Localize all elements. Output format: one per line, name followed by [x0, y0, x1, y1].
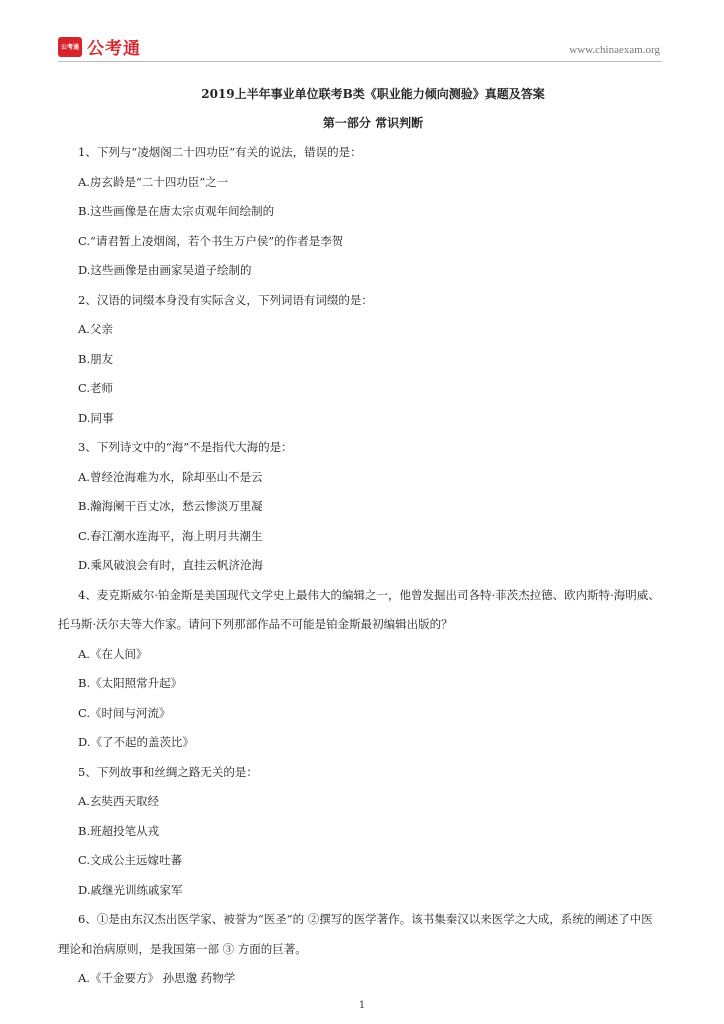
- option-1d: D.这些画像是由画家吴道子绘制的: [78, 263, 252, 277]
- question-6: 6、①是由东汉杰出医学家、被誉为“医圣”的 ②撰写的医学著作。该书集秦汉以来医学之大成，系统的阐述了中医理论和治病原则，是我国第一部 ③ 方面的巨著。: [58, 912, 653, 956]
- option-4d: D.《了不起的盖茨比》: [78, 735, 194, 749]
- option-5a: A.玄奘西天取经: [78, 794, 159, 808]
- option-2a: A.父亲: [78, 322, 113, 336]
- question-4: 4、麦克斯威尔·铂金斯是美国现代文学史上最伟大的编辑之一，他曾发掘出司各特·菲茨杰拉德、欧内斯特·海明威、托马斯·沃尔夫等大作家。请问下列那部作品不可能是铂金斯最初编辑出版的？: [58, 587, 660, 631]
- section-title: 第一部分 常识判断: [322, 116, 424, 130]
- option-3b: B.瀚海阑干百丈冰，愁云惨淡万里凝: [78, 499, 263, 513]
- document-title: 2019上半年事业单位联考B类《职业能力倾向测验》真题及答案: [201, 87, 545, 101]
- logo-badge: 公考通: [58, 37, 82, 57]
- option-5d: D.戚继光训练戚家军: [78, 882, 183, 897]
- question-1: 1、下列与“凌烟阁二十四功臣”有关的说法，错误的是：: [78, 145, 362, 159]
- logo-text: 公考通: [87, 39, 141, 59]
- option-2b: B.朋友: [78, 351, 114, 366]
- option-3d: D.乘风破浪会有时，直挂云帆济沧海: [78, 558, 263, 572]
- option-2d: D.同事: [78, 410, 114, 425]
- header-divider: [58, 61, 662, 62]
- logo: [58, 34, 141, 59]
- document-body: [58, 80, 668, 994]
- option-4b: B.《太阳照常升起》: [78, 676, 183, 690]
- site-url[interactable]: www.chinaexam.org: [569, 44, 660, 56]
- option-1c: C.“请君暂上凌烟阁，若个书生万户侯”的作者是李贺: [78, 233, 344, 248]
- page-number: 1: [358, 1000, 366, 1011]
- option-1a: A.房玄龄是“二十四功臣”之一: [78, 174, 229, 189]
- option-1b: B.这些画像是在唐太宗贞观年间绘制的: [78, 204, 275, 218]
- option-4c: C.《时间与河流》: [78, 705, 171, 720]
- page-header: [0, 0, 724, 70]
- option-6a: A.《千金要方》 孙思邈 药物学: [78, 971, 236, 985]
- option-3a: A.曾经沧海难为水，除却巫山不是云: [78, 469, 263, 484]
- question-5: 5、下列故事和丝绸之路无关的是：: [78, 764, 258, 779]
- option-2c: C.老师: [78, 381, 114, 395]
- option-3c: C.春江潮水连海平，海上明月共潮生: [78, 528, 263, 543]
- question-3: 3、下列诗文中的“海”不是指代大海的是：: [78, 440, 293, 454]
- option-5c: C.文成公主远嫁吐蕃: [78, 853, 183, 867]
- option-4a: A.《在人间》: [78, 646, 148, 661]
- question-2: 2、汉语的词缀本身没有实际含义，下列词语有词缀的是：: [78, 292, 373, 307]
- option-5b: B.班超投笔从戎: [78, 823, 160, 838]
